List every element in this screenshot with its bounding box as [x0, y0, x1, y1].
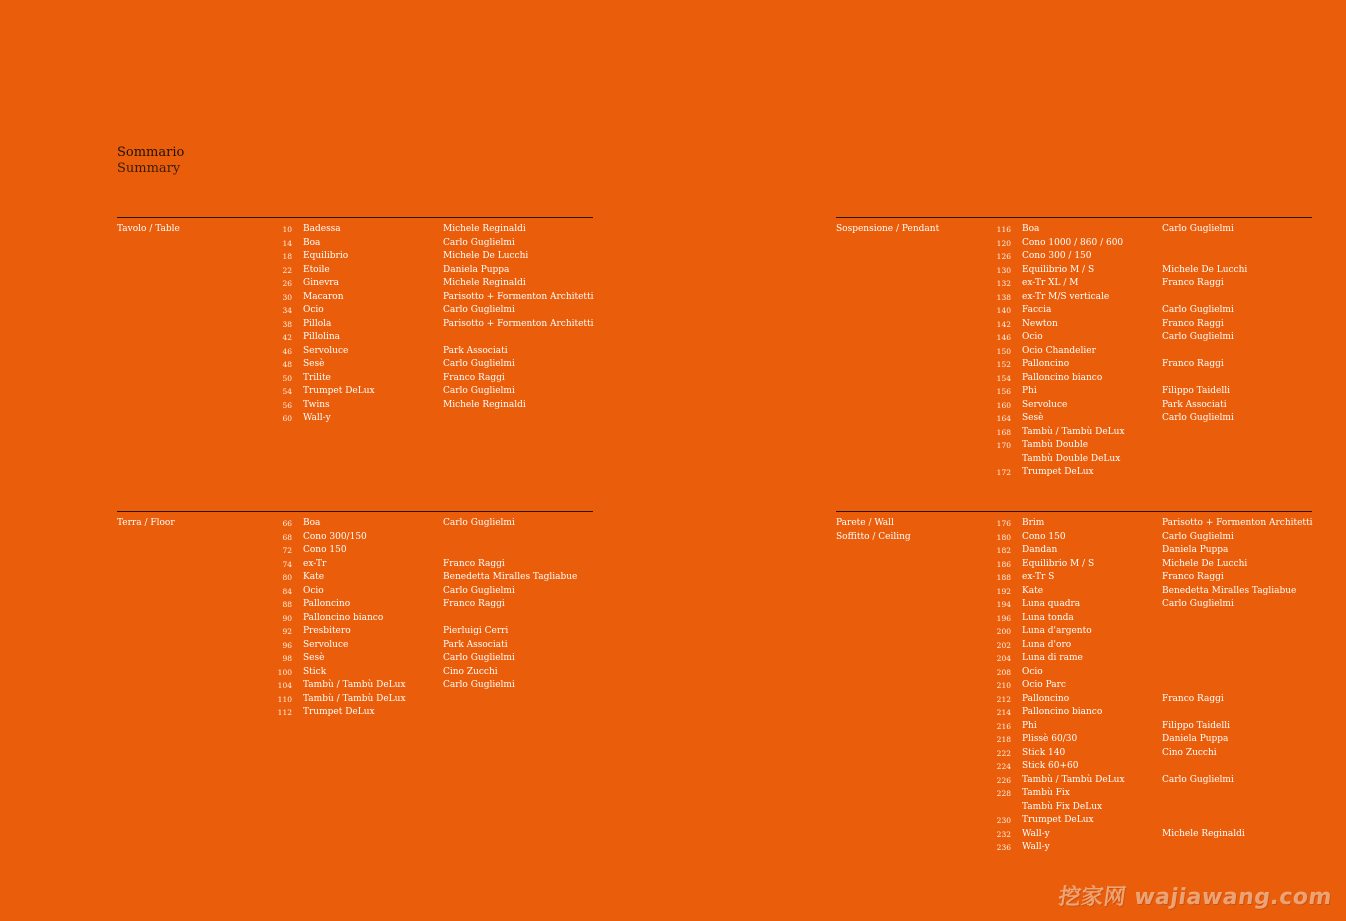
- page-number: 90: [282, 613, 292, 623]
- product-name: Trumpet DeLux: [1022, 467, 1094, 477]
- list-item: [117, 250, 593, 264]
- list-item: [117, 625, 593, 639]
- product-name: Palloncino: [303, 599, 351, 609]
- designer-name: Carlo Guglielmi: [1162, 332, 1234, 342]
- designer-name: Franco Raggi: [1162, 278, 1224, 288]
- list-item: [836, 399, 1312, 413]
- designer-name: Michele De Lucchi: [1162, 264, 1248, 275]
- list-item: [836, 426, 1312, 440]
- product-name: Newton: [1022, 318, 1058, 329]
- page-number: 224: [996, 762, 1011, 771]
- page-number: 176: [996, 519, 1011, 528]
- list-item: [117, 598, 593, 612]
- product-name: Tambù Double DeLux: [1022, 453, 1121, 464]
- page-number: 74: [282, 559, 292, 569]
- page-number: 214: [996, 708, 1011, 717]
- product-name: Stick 140: [1022, 747, 1066, 758]
- list-item: [836, 571, 1312, 585]
- list-item: [836, 706, 1312, 720]
- designer-name: Carlo Guglielmi: [1162, 224, 1234, 234]
- list-item: [836, 828, 1312, 842]
- page-number: 18: [282, 252, 292, 261]
- list-item: [836, 544, 1312, 558]
- designer-name: Daniela Puppa: [443, 264, 510, 275]
- list-item: [117, 544, 593, 558]
- designer-name: Cino Zucchi: [1162, 747, 1217, 758]
- list-item: [836, 372, 1312, 386]
- list-item: [836, 760, 1312, 774]
- designer-name: Carlo Guglielmi: [1162, 305, 1234, 315]
- list-item: [836, 466, 1312, 480]
- product-name: Luna di rame: [1022, 653, 1083, 663]
- list-item: [117, 558, 593, 572]
- list-item: [836, 291, 1312, 305]
- designer-name: Benedetta Miralles Tagliabue: [1162, 585, 1297, 596]
- page-number: 180: [996, 532, 1011, 542]
- product-name: Trumpet DeLux: [303, 707, 375, 717]
- page-number: 84: [282, 586, 292, 596]
- product-name: Stick 60+60: [1022, 761, 1079, 771]
- product-name: Phi: [1022, 386, 1037, 396]
- designer-name: Park Associati: [1162, 399, 1227, 410]
- list-item: [117, 693, 593, 707]
- designer-name: Michele De Lucchi: [443, 251, 529, 261]
- page-number: 30: [282, 292, 292, 302]
- designer-name: Franco Raggi: [1162, 693, 1224, 704]
- list-item: [836, 720, 1312, 734]
- product-name: Equilibrio M / S: [1022, 264, 1095, 275]
- list-item: [836, 412, 1312, 426]
- designer-name: Daniela Puppa: [1162, 545, 1229, 555]
- list-item: [117, 652, 593, 666]
- product-name: Pillolina: [303, 332, 341, 342]
- list-item: [836, 558, 1312, 572]
- page-number: 68: [282, 532, 292, 542]
- list-item: [836, 652, 1312, 666]
- list-item: [836, 666, 1312, 680]
- designer-name: Pierluigi Cerri: [443, 626, 509, 636]
- list-item: [836, 318, 1312, 332]
- designer-name: Michele Reginaldi: [443, 224, 526, 234]
- list-item: [117, 358, 593, 372]
- designer-name: Carlo Guglielmi: [443, 680, 515, 690]
- page-number: 188: [996, 573, 1011, 582]
- list-item: [836, 814, 1312, 828]
- page-number: 142: [996, 319, 1011, 329]
- page-number: 120: [996, 238, 1011, 248]
- list-item: [117, 277, 593, 291]
- list-item: [117, 385, 593, 399]
- product-name: Ocio Chandelier: [1022, 345, 1096, 356]
- product-name: Stick: [303, 666, 327, 677]
- list-item: [117, 345, 593, 359]
- product-name: Luna tonda: [1022, 612, 1074, 623]
- product-name: Equilibrio: [303, 251, 349, 261]
- section-label-line: Terra / Floor: [117, 518, 175, 528]
- list-item: [836, 639, 1312, 653]
- product-name: Tambù / Tambù DeLux: [1022, 426, 1125, 437]
- product-name: Tambù / Tambù DeLux: [1022, 774, 1125, 785]
- product-name: Kate: [1022, 585, 1044, 596]
- list-item: [117, 517, 593, 531]
- product-name: ex-Tr S: [1022, 572, 1055, 582]
- product-name: Badessa: [303, 224, 341, 234]
- page-number: 186: [996, 559, 1011, 569]
- list-item: [836, 304, 1312, 318]
- page-number: 226: [996, 775, 1011, 785]
- page-number: 60: [282, 414, 292, 423]
- product-name: Sesè: [303, 359, 325, 369]
- page-number: 56: [282, 400, 292, 410]
- product-name: ex-Tr M/S verticale: [1022, 291, 1110, 302]
- designer-name: Carlo Guglielmi: [443, 359, 515, 369]
- page-number: 204: [996, 654, 1011, 663]
- designer-name: Cino Zucchi: [443, 666, 498, 677]
- page-number: 140: [996, 306, 1011, 315]
- list-item: [117, 612, 593, 626]
- list-item: [836, 264, 1312, 278]
- entry-list: [117, 517, 593, 720]
- list-item: [836, 787, 1312, 801]
- product-name: Luna d'oro: [1022, 639, 1072, 650]
- product-name: Presbitero: [303, 626, 351, 636]
- section-floor: [117, 511, 593, 727]
- page-number: 126: [996, 252, 1011, 261]
- product-name: Trilite: [303, 372, 331, 383]
- page-number: 160: [996, 400, 1011, 410]
- product-name: Servoluce: [1022, 399, 1068, 410]
- page-number: 132: [996, 279, 1011, 288]
- product-name: Twins: [303, 399, 330, 410]
- list-item: [117, 264, 593, 278]
- list-item: [836, 693, 1312, 707]
- list-item: [117, 318, 593, 332]
- product-name: Pillola: [303, 318, 332, 329]
- product-name: Boa: [1022, 224, 1040, 234]
- list-item: [836, 774, 1312, 788]
- designer-name: Daniela Puppa: [1162, 734, 1229, 744]
- list-item: [836, 453, 1312, 467]
- page-number: 232: [996, 829, 1011, 839]
- product-name: Tambù / Tambù DeLux: [303, 693, 406, 704]
- page-number: 182: [996, 546, 1011, 555]
- product-name: Cono 300 / 150: [1022, 251, 1092, 261]
- list-item: [117, 666, 593, 680]
- list-item: [836, 531, 1312, 545]
- page-number: 172: [996, 468, 1011, 477]
- designer-name: Franco Raggi: [443, 599, 505, 609]
- page-number: 48: [282, 360, 292, 369]
- designer-name: Carlo Guglielmi: [443, 305, 515, 315]
- list-item: [117, 291, 593, 305]
- product-name: Trumpet DeLux: [1022, 815, 1094, 825]
- list-item: [836, 585, 1312, 599]
- list-item: [836, 841, 1312, 855]
- product-name: Palloncino bianco: [303, 612, 384, 623]
- list-item: [836, 598, 1312, 612]
- page-number: 50: [282, 373, 292, 383]
- designer-name: Carlo Guglielmi: [1162, 774, 1234, 785]
- list-item: [117, 304, 593, 318]
- page-number: 14: [282, 238, 292, 248]
- product-name: ex-Tr: [303, 558, 327, 569]
- list-item: [836, 331, 1312, 345]
- page-number: 116: [996, 225, 1011, 234]
- designer-name: Franco Raggi: [1162, 572, 1224, 582]
- list-item: [836, 277, 1312, 291]
- list-item: [117, 571, 593, 585]
- designer-name: Park Associati: [443, 639, 508, 650]
- product-name: Palloncino bianco: [1022, 372, 1103, 383]
- entry-list: [836, 223, 1312, 480]
- product-name: Wall-y: [303, 413, 331, 423]
- page-number: 210: [996, 681, 1011, 690]
- title-english: Summary: [117, 161, 181, 176]
- product-name: Sesè: [303, 653, 325, 663]
- designer-name: Franco Raggi: [1162, 318, 1224, 329]
- section-label-line: Soffitto / Ceiling: [836, 531, 911, 542]
- page-number: 80: [282, 573, 292, 582]
- list-item: [836, 733, 1312, 747]
- page-number: 66: [282, 519, 292, 528]
- product-name: Boa: [303, 518, 321, 528]
- list-item: [836, 358, 1312, 372]
- designer-name: Benedetta Miralles Tagliabue: [443, 572, 578, 582]
- designer-name: Carlo Guglielmi: [1162, 531, 1234, 542]
- page-number: 156: [996, 387, 1011, 396]
- designer-name: Michele De Lucchi: [1162, 558, 1248, 569]
- page-number: 112: [277, 708, 292, 717]
- product-name: Cono 1000 / 860 / 600: [1022, 237, 1124, 248]
- page-number: 164: [996, 414, 1011, 423]
- list-item: [836, 250, 1312, 264]
- section-wall-ceiling: [836, 511, 1312, 862]
- product-name: Luna quadra: [1022, 599, 1081, 609]
- page-number: 208: [996, 667, 1011, 677]
- page-number: 218: [996, 735, 1011, 744]
- designer-name: Carlo Guglielmi: [443, 237, 515, 248]
- designer-name: Parisotto + Formenton Architetti: [443, 291, 594, 302]
- product-name: Tambù Fix: [1022, 788, 1070, 798]
- page-number: 130: [996, 265, 1011, 275]
- page-number: 98: [282, 654, 292, 663]
- designer-name: Michele Reginaldi: [1162, 828, 1245, 839]
- list-item: [117, 639, 593, 653]
- product-name: Etoile: [303, 264, 330, 275]
- product-name: Servoluce: [303, 345, 349, 356]
- page-number: 96: [282, 640, 292, 650]
- product-name: Servoluce: [303, 639, 349, 650]
- product-name: Macaron: [303, 291, 344, 302]
- page-number: 110: [277, 694, 292, 704]
- page-number: 92: [282, 627, 292, 636]
- product-name: Wall-y: [1022, 828, 1050, 839]
- product-name: Ocio: [1022, 666, 1043, 677]
- list-item: [117, 237, 593, 251]
- product-name: Wall-y: [1022, 842, 1050, 852]
- page-number: 54: [282, 387, 292, 396]
- list-item: [117, 223, 593, 237]
- list-item: [117, 372, 593, 386]
- product-name: Tambù Double: [1022, 440, 1089, 450]
- designer-name: Carlo Guglielmi: [443, 653, 515, 663]
- designer-name: Carlo Guglielmi: [443, 386, 515, 396]
- section-table: [117, 217, 593, 458]
- page-number: 212: [996, 694, 1011, 704]
- designer-name: Carlo Guglielmi: [1162, 413, 1234, 423]
- section-label-line: Parete / Wall: [836, 518, 894, 528]
- page-number: 152: [996, 360, 1011, 369]
- page-number: 10: [282, 225, 292, 234]
- page-number: 46: [282, 346, 292, 356]
- page-number: 230: [996, 816, 1011, 825]
- list-item: [836, 439, 1312, 453]
- page-number: 138: [996, 292, 1011, 302]
- page-number: 72: [282, 546, 292, 555]
- designer-name: Park Associati: [443, 345, 508, 356]
- list-item: [117, 679, 593, 693]
- designer-name: Filippo Taidelli: [1162, 720, 1230, 731]
- product-name: ex-Tr XL / M: [1022, 278, 1079, 288]
- title-italian: Sommario: [117, 145, 185, 160]
- page-number: 202: [996, 640, 1011, 650]
- section-pendant: [836, 217, 1312, 488]
- page-number: 88: [282, 600, 292, 609]
- page-number: 236: [996, 843, 1011, 852]
- product-name: Ocio: [303, 305, 324, 315]
- product-name: Tambù Fix DeLux: [1022, 801, 1103, 812]
- page-number: 196: [996, 613, 1011, 623]
- product-name: Dandan: [1022, 545, 1058, 555]
- page-number: 100: [277, 667, 292, 677]
- site-watermark: 挖家网 wajiawang.com: [1056, 885, 1334, 910]
- product-name: Faccia: [1022, 305, 1052, 315]
- page-number: 194: [996, 600, 1011, 609]
- list-item: [117, 331, 593, 345]
- designer-name: Carlo Guglielmi: [443, 518, 515, 528]
- designer-name: Franco Raggi: [443, 372, 505, 383]
- product-name: Brim: [1022, 518, 1045, 528]
- page-number: 216: [996, 721, 1011, 731]
- list-item: [117, 585, 593, 599]
- page-number: 104: [277, 681, 292, 690]
- page-title: [117, 145, 184, 177]
- designer-name: Franco Raggi: [443, 558, 505, 569]
- page-number: 154: [996, 373, 1011, 383]
- product-name: Trumpet DeLux: [303, 386, 375, 396]
- page-number: 26: [282, 279, 292, 288]
- designer-name: Michele Reginaldi: [443, 278, 526, 288]
- product-name: Ginevra: [303, 278, 339, 288]
- product-name: Cono 150: [303, 545, 347, 555]
- designer-name: Parisotto + Formenton Architetti: [1162, 518, 1313, 528]
- page-number: 22: [282, 265, 292, 275]
- list-item: [836, 385, 1312, 399]
- product-name: Ocio: [303, 585, 324, 596]
- designer-name: Filippo Taidelli: [1162, 386, 1230, 396]
- list-item: [117, 706, 593, 720]
- page-number: 42: [282, 333, 292, 342]
- page-number: 168: [996, 427, 1011, 437]
- list-item: [836, 345, 1312, 359]
- list-item: [836, 612, 1312, 626]
- list-item: [836, 747, 1312, 761]
- product-name: Luna d'argento: [1022, 626, 1092, 636]
- list-item: [836, 223, 1312, 237]
- product-name: Plissè 60/30: [1022, 734, 1078, 744]
- designer-name: Carlo Guglielmi: [443, 585, 515, 596]
- list-item: [836, 625, 1312, 639]
- product-name: Palloncino bianco: [1022, 707, 1103, 717]
- product-name: Phi: [1022, 720, 1037, 731]
- page-number: 146: [996, 333, 1011, 342]
- entry-list: [836, 517, 1312, 855]
- product-name: Ocio: [1022, 332, 1043, 342]
- list-item: [836, 517, 1312, 531]
- list-item: [836, 801, 1312, 815]
- product-name: Tambù / Tambù DeLux: [303, 680, 406, 690]
- designer-name: Parisotto + Formenton Architetti: [443, 318, 594, 329]
- section-label-line: Tavolo / Table: [117, 224, 180, 234]
- product-name: Ocio Parc: [1022, 680, 1066, 690]
- section-label-line: Sospensione / Pendant: [836, 224, 940, 234]
- designer-name: Carlo Guglielmi: [1162, 599, 1234, 609]
- page-number: 150: [996, 346, 1011, 356]
- list-item: [836, 237, 1312, 251]
- list-item: [836, 679, 1312, 693]
- product-name: Palloncino: [1022, 359, 1070, 369]
- product-name: Equilibrio M / S: [1022, 558, 1095, 569]
- page-number: 228: [996, 789, 1011, 798]
- product-name: Boa: [303, 237, 321, 248]
- product-name: Palloncino: [1022, 693, 1070, 704]
- page-number: 222: [996, 748, 1011, 758]
- page-number: 192: [996, 586, 1011, 596]
- list-item: [117, 531, 593, 545]
- product-name: Sesè: [1022, 413, 1044, 423]
- page-number: 34: [282, 306, 292, 315]
- page-number: 38: [282, 319, 292, 329]
- list-item: [117, 399, 593, 413]
- designer-name: Michele Reginaldi: [443, 399, 526, 410]
- product-name: Cono 300/150: [303, 531, 367, 542]
- product-name: Kate: [303, 572, 325, 582]
- list-item: [117, 412, 593, 426]
- entry-list: [117, 223, 593, 426]
- page-number: 200: [996, 627, 1011, 636]
- page-number: 170: [996, 441, 1011, 450]
- designer-name: Franco Raggi: [1162, 359, 1224, 369]
- product-name: Cono 150: [1022, 531, 1066, 542]
